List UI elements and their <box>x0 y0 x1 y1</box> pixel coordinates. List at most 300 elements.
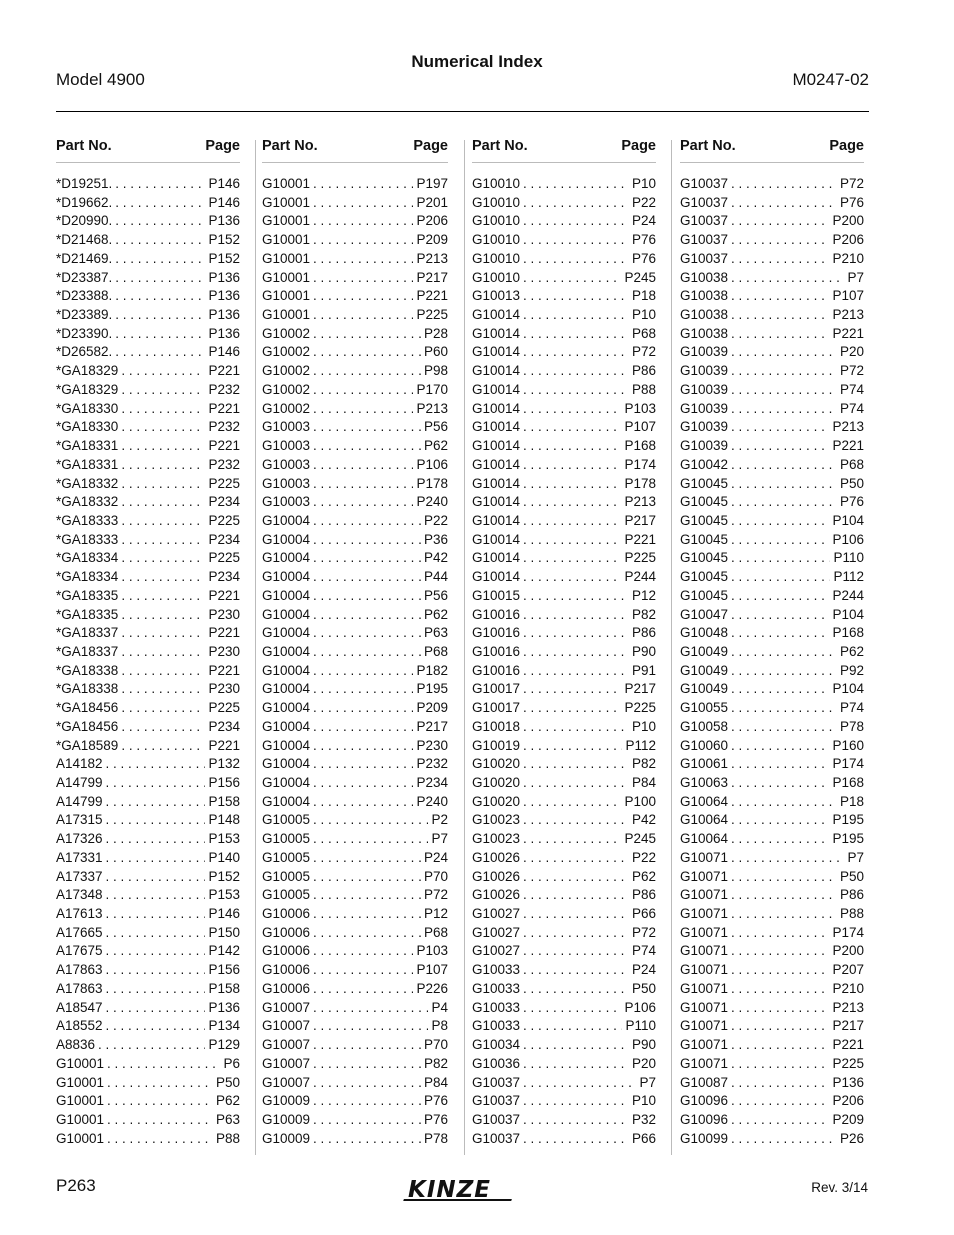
part-number: G10045 <box>680 475 729 491</box>
page-reference: P72 <box>631 924 656 940</box>
part-number: G10003 <box>262 494 311 510</box>
page-reference: P66 <box>631 906 656 922</box>
dot-leader <box>313 1017 428 1036</box>
dot-leader <box>523 587 629 606</box>
page-reference: P110 <box>625 1018 656 1034</box>
part-number: G10071 <box>680 943 729 959</box>
dot-leader <box>523 231 629 250</box>
part-number: G10099 <box>680 1130 729 1146</box>
index-entry <box>472 418 656 437</box>
dot-leader <box>731 793 837 812</box>
part-number: G10037 <box>472 1093 521 1109</box>
page-reference: P146 <box>208 194 240 210</box>
index-entry <box>680 175 864 194</box>
page-reference: P50 <box>215 1074 240 1090</box>
model-label: Model 4900 <box>56 70 145 89</box>
page-reference: P217 <box>624 512 656 528</box>
part-number: G10039 <box>680 363 729 379</box>
page-reference: P230 <box>208 643 240 659</box>
dot-leader <box>313 849 421 868</box>
index-entry <box>56 924 240 943</box>
part-number: A18552 <box>56 1018 103 1034</box>
index-entry <box>262 306 448 325</box>
part-number: G10014 <box>472 456 521 472</box>
part-number: G10004 <box>262 737 311 753</box>
dot-leader <box>731 942 829 961</box>
dot-leader <box>313 643 421 662</box>
dot-leader <box>106 793 206 812</box>
dot-leader <box>313 250 413 269</box>
page-header: Page <box>621 138 656 154</box>
index-entry <box>472 1074 656 1093</box>
page-reference: P66 <box>631 1130 656 1146</box>
page-reference: P232 <box>416 756 448 772</box>
dot-leader <box>731 493 837 512</box>
index-entry <box>56 287 240 306</box>
index-entry <box>472 269 656 288</box>
part-number: G10058 <box>680 718 729 734</box>
dot-leader <box>106 980 206 999</box>
part-number: G10064 <box>680 812 729 828</box>
page-reference: P44 <box>423 569 448 585</box>
part-number: G10014 <box>472 531 521 547</box>
dot-leader <box>731 381 837 400</box>
dot-leader <box>523 475 621 494</box>
page-reference: P88 <box>215 1130 240 1146</box>
dot-leader <box>523 905 629 924</box>
index-entry <box>680 1036 864 1055</box>
dot-leader <box>313 886 421 905</box>
index-entry <box>680 662 864 681</box>
page-reference: P221 <box>208 662 240 678</box>
page-reference: P22 <box>423 512 448 528</box>
page-reference: P230 <box>208 606 240 622</box>
part-number: G10071 <box>680 906 729 922</box>
index-entry <box>472 886 656 905</box>
part-number: G10004 <box>262 662 311 678</box>
index-entry <box>680 250 864 269</box>
index-entry <box>56 662 240 681</box>
dot-leader <box>121 362 205 381</box>
part-number: G10045 <box>680 550 729 566</box>
index-entry <box>56 1017 240 1036</box>
page-reference: P50 <box>839 868 864 884</box>
dot-leader <box>115 269 205 288</box>
part-number: G10037 <box>472 1130 521 1146</box>
page-reference: P50 <box>631 980 656 996</box>
part-number: G10001 <box>262 232 311 248</box>
page-reference: P240 <box>416 494 448 510</box>
index-entry <box>472 1017 656 1036</box>
page-reference: P98 <box>423 363 448 379</box>
index-entry <box>472 980 656 999</box>
dot-leader <box>523 1130 629 1149</box>
part-number: G10002 <box>262 381 311 397</box>
dot-leader <box>313 325 421 344</box>
part-number: G10006 <box>262 962 311 978</box>
page-reference: P72 <box>839 363 864 379</box>
page-reference: P197 <box>416 176 448 191</box>
dot-leader <box>523 680 621 699</box>
part-number: G10001 <box>56 1074 105 1090</box>
index-entry <box>262 643 448 662</box>
page-reference: P86 <box>631 625 656 641</box>
index-entry <box>680 942 864 961</box>
dot-leader <box>106 868 206 887</box>
page-reference: P18 <box>631 288 656 304</box>
part-number: G10014 <box>472 512 521 528</box>
index-entry <box>56 231 240 250</box>
dot-leader <box>313 905 421 924</box>
page-reference: P103 <box>624 400 656 416</box>
dot-leader <box>313 699 413 718</box>
part-number: G10033 <box>472 1018 521 1034</box>
part-number: G10009 <box>262 1130 311 1146</box>
dot-leader <box>313 568 421 587</box>
part-number: G10002 <box>262 325 311 341</box>
index-entry <box>680 699 864 718</box>
part-number: G10045 <box>680 587 729 603</box>
part-number: G10034 <box>472 1037 521 1053</box>
index-entry <box>680 905 864 924</box>
part-number: G10033 <box>472 999 521 1015</box>
index-entry <box>680 811 864 830</box>
part-number: G10001 <box>56 1055 105 1071</box>
index-entry <box>262 362 448 381</box>
page-reference: P76 <box>423 1111 448 1127</box>
part-number: G10042 <box>680 456 729 472</box>
part-number: A14799 <box>56 775 103 790</box>
page-reference: P234 <box>416 775 448 790</box>
index-entry <box>262 980 448 999</box>
index-entry <box>56 886 240 905</box>
page-header: Page <box>413 138 448 154</box>
page-reference: P134 <box>208 1018 240 1034</box>
dot-leader <box>731 624 829 643</box>
part-number: G10007 <box>262 1037 311 1053</box>
index-entry <box>680 418 864 437</box>
index-entry <box>262 287 448 306</box>
dot-leader <box>731 194 837 213</box>
part-number: G10013 <box>472 288 521 304</box>
index-entry <box>680 231 864 250</box>
page-reference: P56 <box>423 419 448 435</box>
index-entry <box>472 381 656 400</box>
dot-leader <box>523 287 629 306</box>
page-reference: P32 <box>631 1111 656 1127</box>
index-entry <box>680 493 864 512</box>
part-number: G10001 <box>262 250 311 266</box>
index-entry <box>472 456 656 475</box>
part-number: G10001 <box>56 1111 105 1127</box>
dot-leader <box>107 1074 213 1093</box>
part-number: *GA18330 <box>56 419 119 435</box>
dot-leader <box>107 1111 213 1130</box>
dot-leader <box>313 212 413 231</box>
page-reference: P10 <box>631 176 656 191</box>
column-header <box>680 138 864 163</box>
index-entry <box>262 549 448 568</box>
page-reference: P221 <box>208 363 240 379</box>
dot-leader <box>731 549 830 568</box>
index-entry <box>472 999 656 1018</box>
index-entry <box>56 1036 240 1055</box>
dot-leader <box>523 194 629 213</box>
part-number: G10017 <box>472 681 521 697</box>
dot-leader <box>523 1111 629 1130</box>
page-reference: P62 <box>215 1093 240 1109</box>
index-entry <box>262 1092 448 1111</box>
index-entry <box>56 849 240 868</box>
dot-leader <box>523 568 621 587</box>
index-entry <box>680 475 864 494</box>
part-number: G10004 <box>262 569 311 585</box>
part-number: G10003 <box>262 419 311 435</box>
dot-leader <box>731 475 837 494</box>
part-number: A17863 <box>56 980 103 996</box>
part-number: *GA18337 <box>56 643 119 659</box>
part-number: G10096 <box>680 1093 729 1109</box>
page-reference: P112 <box>833 569 864 585</box>
part-number: *GA18338 <box>56 662 119 678</box>
index-entry <box>56 1074 240 1093</box>
page-reference: P221 <box>208 438 240 454</box>
index-entry <box>680 512 864 531</box>
index-entry <box>472 1055 656 1074</box>
part-number: *GA18333 <box>56 531 119 547</box>
dot-leader <box>121 531 205 550</box>
dot-leader <box>523 549 621 568</box>
part-number: G10071 <box>680 962 729 978</box>
page-reference: P78 <box>839 718 864 734</box>
part-number: G10006 <box>262 906 311 922</box>
dot-leader <box>523 493 621 512</box>
page-reference: P90 <box>631 643 656 659</box>
dot-leader <box>523 456 621 475</box>
part-number: A17326 <box>56 831 103 847</box>
dot-leader <box>731 343 837 362</box>
page-reference: P56 <box>423 587 448 603</box>
index-entry <box>262 924 448 943</box>
index-entry <box>56 980 240 999</box>
part-number: G10005 <box>262 887 311 903</box>
page-reference: P70 <box>423 868 448 884</box>
part-number: G10014 <box>472 475 521 491</box>
dot-leader <box>731 231 829 250</box>
dot-leader <box>731 999 829 1018</box>
page-reference: P152 <box>208 868 240 884</box>
part-number: *GA18332 <box>56 494 119 510</box>
dot-leader <box>731 325 829 344</box>
page-reference: P91 <box>631 662 656 678</box>
page-reference: P2 <box>431 812 448 828</box>
index-entry <box>680 999 864 1018</box>
index-entry <box>56 343 240 362</box>
part-number: G10016 <box>472 643 521 659</box>
index-entry <box>262 680 448 699</box>
dot-leader <box>731 175 837 194</box>
dot-leader <box>313 437 421 456</box>
dot-leader <box>523 924 629 943</box>
page-reference: P209 <box>416 232 448 248</box>
dot-leader <box>731 306 829 325</box>
dot-leader <box>313 830 428 849</box>
dot-leader <box>523 961 629 980</box>
index-entry <box>56 1130 240 1149</box>
part-number: G10004 <box>262 531 311 547</box>
dot-leader <box>115 194 205 213</box>
dot-leader <box>731 269 844 288</box>
dot-leader <box>106 961 206 980</box>
part-number: G10010 <box>472 269 521 285</box>
part-number: *GA18329 <box>56 381 119 397</box>
page-reference: P174 <box>832 924 864 940</box>
part-number: G10037 <box>680 194 729 210</box>
page-reference: P221 <box>416 288 448 304</box>
index-entry <box>262 737 448 756</box>
part-number: G10003 <box>262 475 311 491</box>
index-entry <box>56 811 240 830</box>
dot-leader <box>115 287 205 306</box>
page-reference: P107 <box>416 962 448 978</box>
part-number: G10047 <box>680 606 729 622</box>
page-reference: P4 <box>431 999 448 1015</box>
dot-leader <box>523 999 621 1018</box>
part-number: G10001 <box>262 307 311 323</box>
index-entry <box>56 549 240 568</box>
part-number: *GA18332 <box>56 475 119 491</box>
index-entry <box>262 381 448 400</box>
dot-leader <box>731 830 829 849</box>
dot-leader <box>731 531 829 550</box>
dot-leader <box>106 924 206 943</box>
page-reference: P225 <box>208 475 240 491</box>
page-reference: P106 <box>416 456 448 472</box>
index-column-3 <box>472 138 656 1148</box>
dot-leader <box>313 1111 421 1130</box>
page-reference: P10 <box>631 718 656 734</box>
index-entry <box>262 699 448 718</box>
index-entry <box>472 175 656 194</box>
part-number: G10048 <box>680 625 729 641</box>
dot-leader <box>121 662 205 681</box>
part-number: G10005 <box>262 849 311 865</box>
dot-leader <box>523 1092 629 1111</box>
index-entry <box>472 343 656 362</box>
index-entry <box>472 942 656 961</box>
index-entry <box>680 737 864 756</box>
index-entry <box>56 699 240 718</box>
dot-leader <box>313 418 421 437</box>
part-number: G10004 <box>262 681 311 697</box>
dot-leader <box>523 325 629 344</box>
index-entry <box>262 437 448 456</box>
index-entry <box>472 212 656 231</box>
dot-leader <box>313 194 413 213</box>
index-column-4 <box>680 138 864 1148</box>
dot-leader <box>523 1074 636 1093</box>
part-number: G10015 <box>472 587 521 603</box>
part-number: *GA18334 <box>56 550 119 566</box>
index-entry <box>472 1130 656 1149</box>
index-entry <box>56 1111 240 1130</box>
dot-leader <box>523 418 621 437</box>
part-number: A17348 <box>56 887 103 903</box>
part-number: *D26582. <box>56 344 113 360</box>
index-entry <box>262 212 448 231</box>
page-reference: P104 <box>832 512 864 528</box>
index-entry <box>680 400 864 419</box>
part-number: G10006 <box>262 924 311 940</box>
part-number: G10049 <box>680 662 729 678</box>
page-reference: P244 <box>624 569 656 585</box>
part-number: G10071 <box>680 980 729 996</box>
page-reference: P206 <box>832 1093 864 1109</box>
dot-leader <box>106 830 206 849</box>
dot-leader <box>121 475 205 494</box>
page-reference: P106 <box>624 999 656 1015</box>
dot-leader <box>313 456 413 475</box>
index-entry <box>56 418 240 437</box>
index-entry <box>472 793 656 812</box>
index-entry <box>262 512 448 531</box>
index-entry <box>472 905 656 924</box>
part-number: A17675 <box>56 943 103 959</box>
part-number: G10045 <box>680 512 729 528</box>
dot-leader <box>523 306 629 325</box>
index-entry <box>262 624 448 643</box>
page-reference: P132 <box>208 756 240 772</box>
index-entry <box>472 924 656 943</box>
page-reference: P200 <box>832 943 864 959</box>
page-reference: P178 <box>624 475 656 491</box>
dot-leader <box>523 980 629 999</box>
page-reference: P72 <box>839 176 864 191</box>
index-rows <box>680 175 864 1148</box>
index-entry <box>56 194 240 213</box>
part-number: G10071 <box>680 849 729 865</box>
index-entry <box>262 755 448 774</box>
page-reference: P74 <box>839 381 864 397</box>
page-reference: P84 <box>631 775 656 790</box>
index-column-1 <box>56 138 240 1148</box>
part-no-header: Part No. <box>680 138 736 154</box>
dot-leader <box>523 793 621 812</box>
page-reference: P170 <box>416 381 448 397</box>
part-number: G10014 <box>472 400 521 416</box>
index-entry <box>680 1092 864 1111</box>
index-entry <box>472 437 656 456</box>
page-reference: P152 <box>208 232 240 248</box>
index-entry <box>680 531 864 550</box>
index-rows <box>472 175 656 1148</box>
page-reference: P225 <box>624 700 656 716</box>
part-number: G10007 <box>262 999 311 1015</box>
page-reference: P7 <box>431 831 448 847</box>
part-number: G10071 <box>680 887 729 903</box>
index-entry <box>472 868 656 887</box>
index-entry <box>56 269 240 288</box>
part-number: *D20990. <box>56 213 113 229</box>
dot-leader <box>313 868 421 887</box>
page-reference: P68 <box>423 643 448 659</box>
index-entry <box>680 269 864 288</box>
page-reference: P82 <box>631 756 656 772</box>
dot-leader <box>523 343 629 362</box>
index-entry <box>680 980 864 999</box>
page-reference: P136 <box>208 307 240 323</box>
index-entry <box>680 568 864 587</box>
